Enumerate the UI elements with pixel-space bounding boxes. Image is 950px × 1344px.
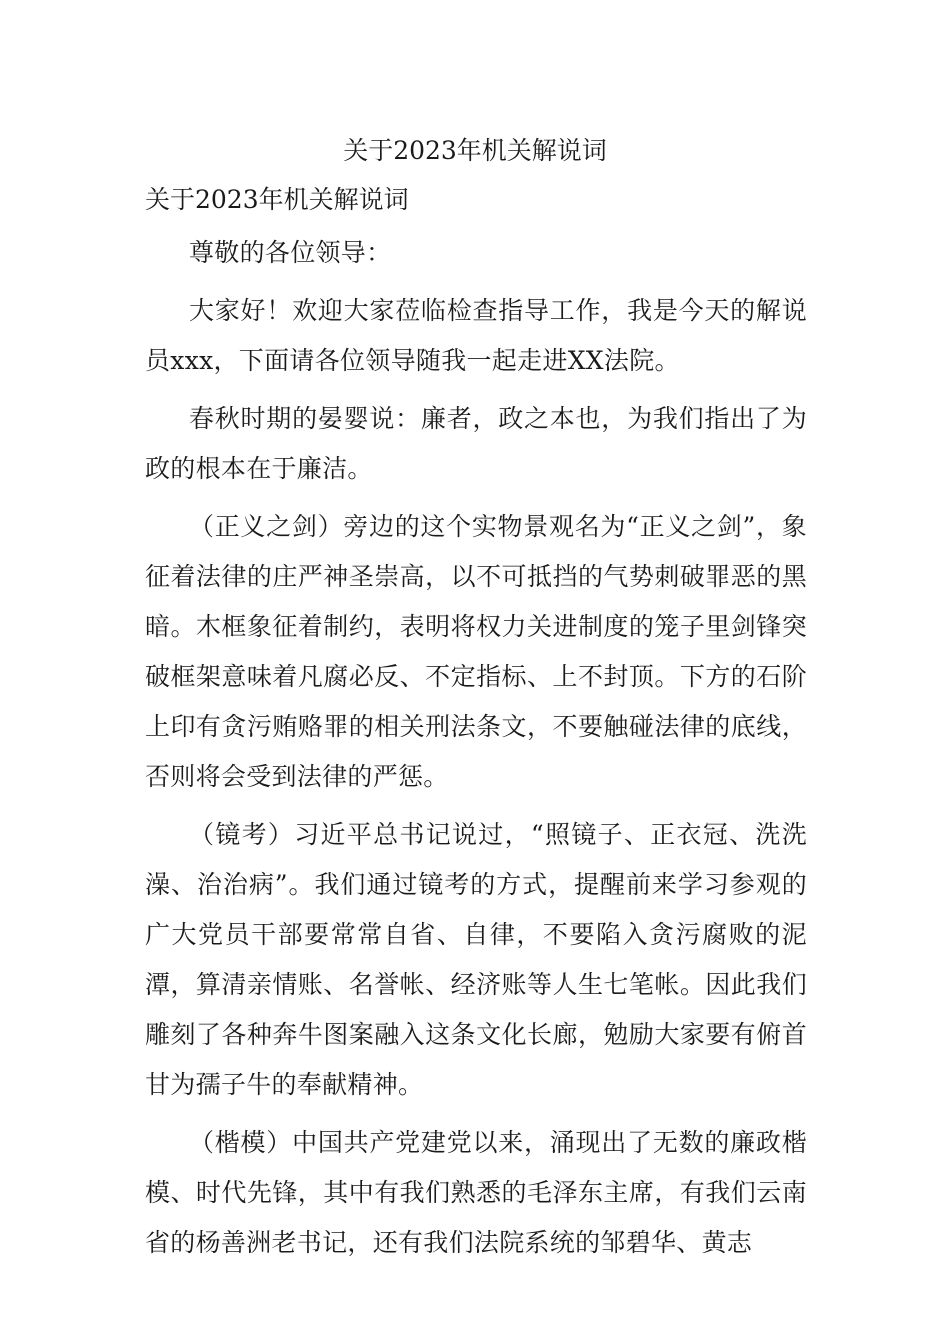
salutation-paragraph: 尊敬的各位领导： [189,238,392,267]
welcome-paragraph: 大家好！欢迎大家莅临检查指导工作，我是今天的解说员xxx，下面请各位领导随我一起走进XX法院。 [145,296,807,375]
sword-of-justice-paragraph: （正义之剑）旁边的这个实物景观名为“正义之剑”，象征着法律的庄严神圣崇高，以不可抵挡的气势刺破罪恶的黑暗。木框象征着制约，表明将权力关进制度的笼子里剑锋突破框架意味着凡腐必反、不定指标、上不封顶。下方的石阶上印有贪污贿赂罪的相关刑法条文，不要触碰法律的底线，否则将会受到法律的严惩。 [145,512,807,791]
quote-paragraph: 春秋时期的晏婴说：廉者，政之本也，为我们指出了为政的根本在于廉洁。 [145,404,807,483]
document-title: 关于2023年机关解说词 [343,136,607,165]
mirror-exam-paragraph: （镜考）习近平总书记说过，“照镜子、正衣冠、洗洗澡、治治病”。我们通过镜考的方式，提醒前来学习参观的广大党员干部要常常自省、自律，不要陷入贪污腐败的泥潭，算清亲情账、名誉帐、经济账等人生七笔帐。因此我们雕刻了各种奔牛图案融入这条文化长廊，勉励大家要有俯首甘为孺子牛的奉献精神。 [145,820,807,1099]
role-models-paragraph: （楷模）中国共产党建党以来，涌现出了无数的廉政楷模、时代先锋，其中有我们熟悉的毛泽东主席，有我们云南省的杨善洲老书记，还有我们法院系统的邹碧华、黄志 [145,1128,807,1257]
document-subtitle: 关于2023年机关解说词 [145,185,409,214]
document-body [145,180,807,1268]
